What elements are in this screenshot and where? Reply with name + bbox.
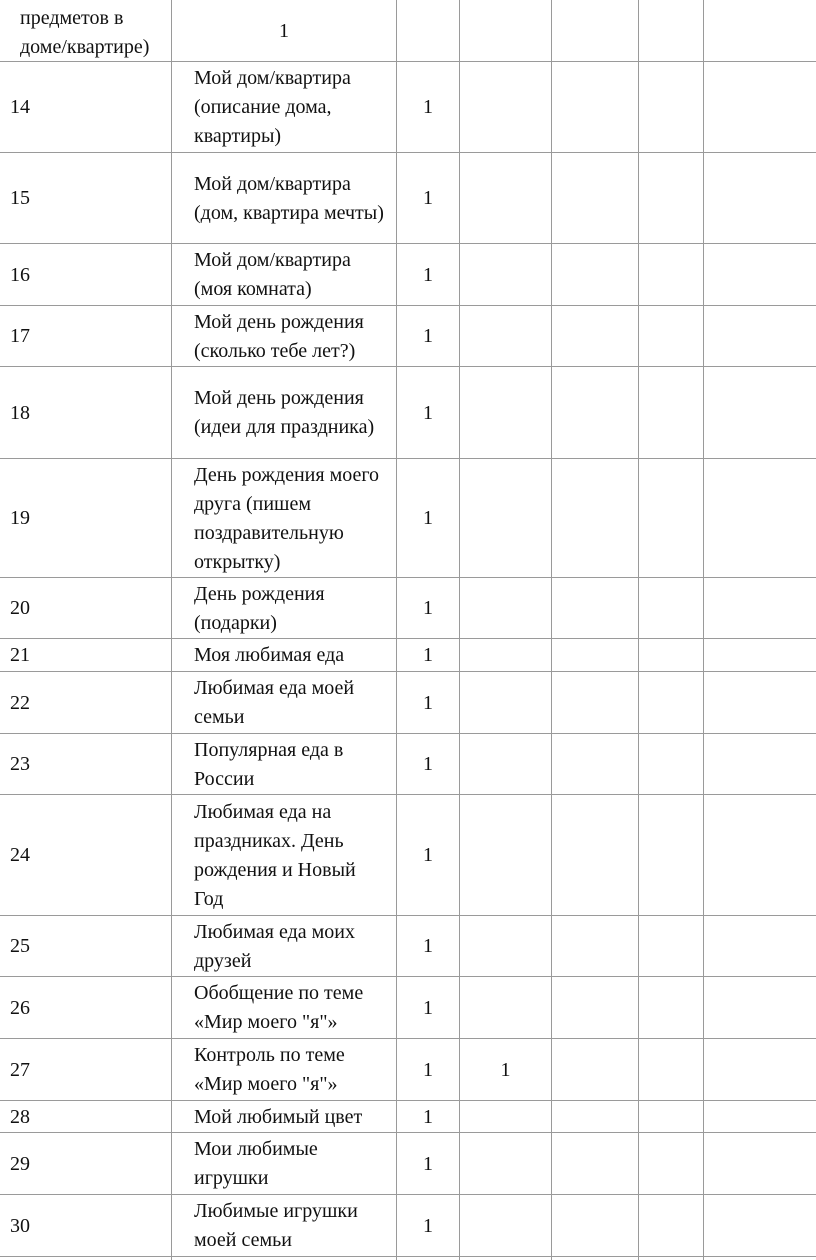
topic-cell: Любимая еда на праздниках. День рождения и Новый Год — [194, 800, 356, 910]
topic-cell: Мой день рождения (сколько тебе лет?) — [194, 310, 364, 362]
topic-cell: Популярная еда в России — [194, 738, 344, 790]
table-row — [0, 672, 816, 734]
hours-cell: 1 — [423, 753, 433, 775]
hours-cell: 1 — [423, 996, 433, 1019]
hours-cell: 1 — [423, 691, 433, 714]
table-row — [0, 1101, 816, 1133]
table-row — [0, 1133, 816, 1195]
lesson-number-cell: 24 — [10, 844, 30, 866]
lesson-number-cell: 15 — [10, 187, 30, 209]
grid-line — [0, 976, 816, 977]
table-row — [0, 153, 816, 244]
hours-cell: 1 — [423, 1214, 433, 1237]
table-row — [0, 1039, 816, 1101]
grid-line — [0, 1132, 816, 1133]
lesson-number-cell: 29 — [10, 1152, 30, 1175]
table-row — [0, 244, 816, 306]
topic-cell: День рождения (подарки) — [194, 582, 325, 634]
topic-cell: Любимые игрушки моей семьи — [194, 1200, 358, 1251]
table-row — [0, 306, 816, 367]
topic-cell: Мой любимый цвет — [194, 1105, 363, 1128]
grid-line — [0, 305, 816, 306]
grid-line — [0, 1256, 816, 1257]
hours-cell: 1 — [423, 325, 433, 347]
grid-line — [0, 243, 816, 244]
control-cell — [460, 578, 551, 639]
topic-cell: Обобщение по теме «Мир моего "я"» — [194, 982, 364, 1033]
table-row — [0, 1195, 816, 1257]
control-cell — [460, 459, 551, 578]
table-row — [0, 734, 816, 795]
control-cell — [460, 153, 551, 244]
control-cell — [460, 306, 551, 367]
grid-line — [0, 1038, 816, 1039]
grid-line — [0, 458, 816, 459]
control-cell — [460, 795, 551, 916]
table-row — [0, 578, 816, 639]
topic-cell: предметов в доме/квартире) — [20, 7, 150, 58]
control-cell — [460, 672, 551, 734]
grid-line — [0, 1100, 816, 1101]
hours-cell: 1 — [423, 1105, 433, 1128]
lesson-number-cell: 23 — [10, 753, 30, 775]
hours-cell: 1 — [423, 507, 433, 529]
control-cell: 1 — [500, 1058, 511, 1081]
table-row — [0, 62, 816, 153]
control-cell — [460, 62, 551, 153]
control-cell — [460, 244, 551, 306]
topic-cell: Мой дом/квартира (дом, квартира мечты) — [194, 172, 384, 224]
lesson-number-cell: 19 — [10, 507, 30, 529]
topic-cell: Любимая еда моей семьи — [194, 677, 355, 728]
control-cell — [460, 977, 551, 1039]
control-cell — [460, 639, 551, 672]
control-cell — [460, 734, 551, 795]
grid-line — [0, 671, 816, 672]
hours-cell: 1 — [423, 644, 433, 666]
hours-cell: 1 — [423, 263, 433, 286]
control-cell — [460, 1101, 551, 1133]
topic-cell: Моя любимая еда — [194, 644, 345, 666]
lesson-number-cell: 21 — [10, 644, 30, 666]
table-row — [0, 977, 816, 1039]
lesson-number-cell: 28 — [10, 1105, 30, 1128]
hours-cell: 1 — [423, 401, 433, 424]
topic-cell: Мой день рождения (идеи для праздника) — [194, 387, 375, 438]
grid-line — [0, 733, 816, 734]
lesson-number-cell: 26 — [10, 996, 30, 1019]
hours-cell: 1 — [423, 96, 433, 118]
lesson-number-cell: 22 — [10, 691, 30, 714]
control-cell — [460, 916, 551, 977]
topic-cell: Любимая еда моих друзей — [194, 920, 356, 972]
grid-line — [0, 794, 816, 795]
control-cell — [460, 1133, 551, 1195]
hours-cell: 1 — [279, 19, 289, 42]
grid-line — [0, 152, 816, 153]
topic-cell: Мои любимые игрушки — [194, 1138, 318, 1189]
grid-line — [0, 366, 816, 367]
topic-cell: Мой дом/квартира (описание дома, квартиры) — [194, 67, 351, 147]
hours-cell: 1 — [423, 935, 433, 957]
lesson-number-cell: 17 — [10, 325, 30, 347]
grid-line — [0, 1194, 816, 1195]
lesson-number-cell: 14 — [10, 96, 30, 118]
lesson-number-cell: 18 — [10, 401, 30, 424]
table-row — [0, 795, 816, 916]
table-row — [0, 639, 816, 672]
grid-line — [0, 915, 816, 916]
lesson-number-cell: 25 — [10, 935, 30, 957]
lesson-number-cell: 16 — [10, 263, 30, 286]
topic-cell: Мой дом/квартира (моя комната) — [194, 249, 351, 300]
hours-cell: 1 — [423, 1058, 433, 1081]
lesson-number-cell: 20 — [10, 597, 30, 619]
grid-line — [0, 638, 816, 639]
topic-cell: День рождения моего друга (пишем поздравительную открытку) — [194, 463, 380, 573]
lesson-number-cell: 27 — [10, 1058, 30, 1081]
hours-cell: 1 — [423, 187, 433, 209]
table-row — [0, 367, 816, 459]
table-row-continued — [0, 0, 816, 62]
hours-cell: 1 — [423, 844, 433, 866]
topic-cell: Контроль по теме «Мир моего "я"» — [194, 1044, 345, 1095]
grid-line — [0, 61, 816, 62]
hours-cell: 1 — [423, 1152, 433, 1175]
hours-cell: 1 — [423, 597, 433, 619]
lesson-number-cell: 30 — [10, 1214, 30, 1237]
control-cell — [460, 1195, 551, 1257]
control-cell — [460, 367, 551, 459]
table-row — [0, 459, 816, 578]
grid-line — [0, 577, 816, 578]
table-row — [0, 916, 816, 977]
